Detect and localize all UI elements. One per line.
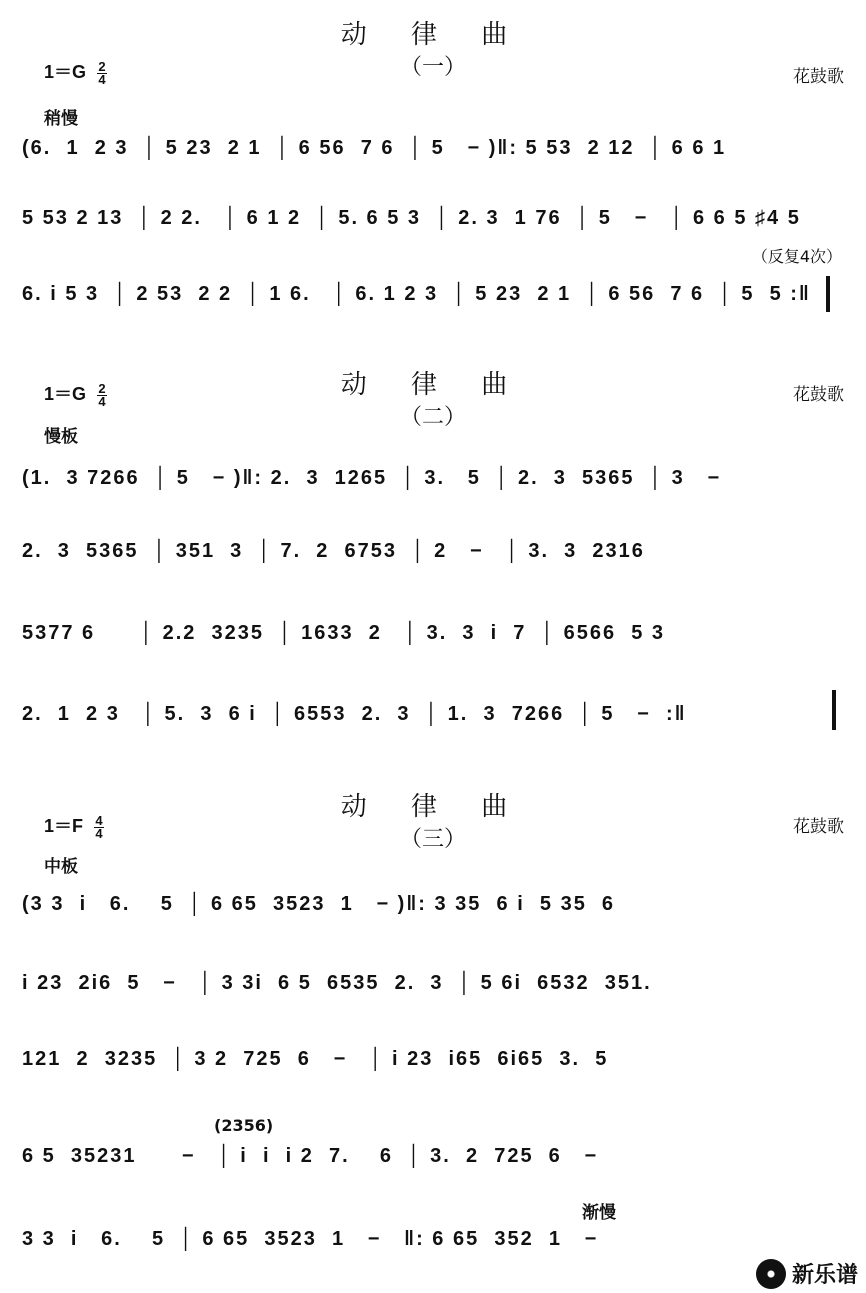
tempo-marking: 稍慢: [44, 109, 78, 129]
piece-number: （一）: [399, 55, 466, 80]
time-signature: $\frac{4}{4}$: [95, 812, 103, 841]
key-signature: 1＝F $\frac{4}{4}$: [44, 812, 103, 841]
rit-marking: 渐慢: [582, 1203, 616, 1223]
notation-line: (6. 1 2 3 │ 5 23 2 1 │ 6 56 7 6 │ 5 − )‖: 5 53 2 12 │ 6 6 1: [22, 137, 727, 159]
notation-line: (1. 3 7266 │ 5 − )‖: 2. 3 1265 │ 3. 5 │ 2. 3 5365 │ 3 −: [22, 467, 722, 489]
final-barline: [832, 690, 836, 730]
notation-line: 5377 6 │ 2.2 3235 │ 1633 2 │ 3. 3 i 7 │ 6566 5 3: [22, 622, 666, 644]
piece-title: 动 律 曲: [340, 20, 526, 50]
source-label: 花鼓歌: [793, 385, 844, 405]
logo-text: 新乐谱: [791, 1263, 858, 1288]
notation-line: 3 3 i 6. 5 │ 6 65 3523 1 − ‖: 6 65 352 1 −: [22, 1228, 599, 1250]
notation-line: 6 5 35231 − │ i i i 2 7. 6 │ 3. 2 725 6 −: [22, 1145, 599, 1167]
time-signature: $\frac{2}{4}$: [98, 380, 106, 409]
notation-line: (3 3 i 6. 5 │ 6 65 3523 1 − )‖: 3 35 6 i 5 35 6: [22, 893, 616, 915]
tempo-marking: 慢板: [44, 427, 78, 447]
notation-line: 5 53 2 13 │ 2 2. │ 6 1 2 │ 5. 6 5 3 │ 2. 3 1 76 │ 5 − │ 6 6 5 ♯4 5: [22, 207, 801, 229]
notation-line: 6. i 5 3 │ 2 53 2 2 │ 1 6. │ 6. 1 2 3 │ 5 23 2 1 │ 6 56 7 6 │ 5 5 :‖: [22, 283, 811, 305]
source-label: 花鼓歌: [793, 817, 844, 837]
piece-title: 动 律 曲: [340, 370, 526, 400]
site-logo: [756, 1258, 858, 1289]
piece-number: （二）: [399, 405, 466, 430]
final-barline: [826, 276, 830, 312]
notation-line: 2. 1 2 3 │ 5. 3 6 i │ 6553 2. 3 │ 1. 3 7266 │ 5 − :‖: [22, 703, 687, 725]
time-signature: $\frac{2}{4}$: [98, 58, 106, 87]
notation-line: 121 2 3235 │ 3 2 725 6 − │ i 23 i65 6i65 3. 5: [22, 1048, 609, 1070]
piece-title: 动 律 曲: [340, 792, 526, 822]
tempo-marking: 中板: [44, 857, 78, 877]
ornament-note: (2356): [214, 1116, 274, 1135]
record-disc-icon: [756, 1259, 786, 1289]
key-signature: 1＝G $\frac{2}{4}$: [44, 380, 106, 409]
notation-line: i 23 2i6 5 − │ 3 3i 6 5 6535 2. 3 │ 5 6i 6532 351.: [22, 972, 652, 994]
source-label: 花鼓歌: [793, 67, 844, 87]
repeat-note: （反复4次）: [751, 247, 842, 266]
piece-number: （三）: [399, 827, 466, 852]
key-signature: 1＝G $\frac{2}{4}$: [44, 58, 106, 87]
notation-line: 2. 3 5365 │ 351 3 │ 7. 2 6753 │ 2 − │ 3. 3 2316: [22, 540, 645, 562]
